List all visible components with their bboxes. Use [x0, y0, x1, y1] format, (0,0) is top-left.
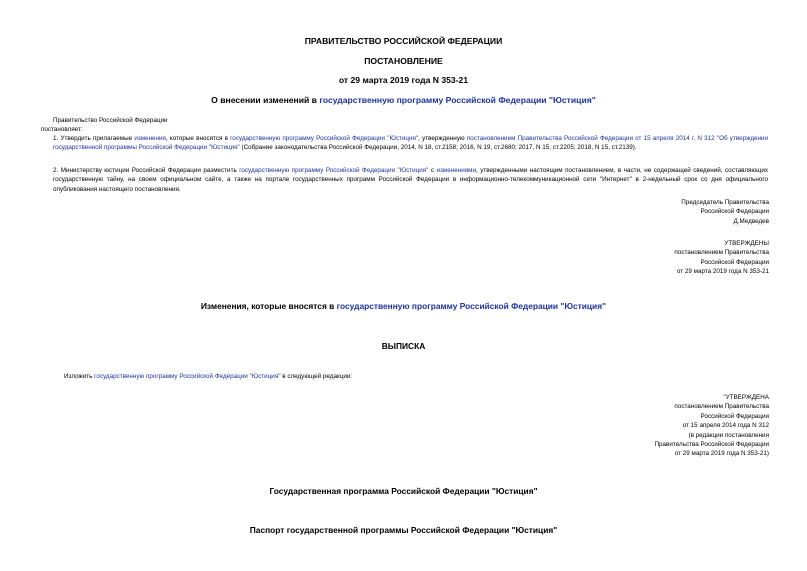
- document-title: [0, 95, 807, 105]
- item-1-text: 1. Утвердить прилагаемые: [53, 135, 135, 142]
- changes-heading-prefix: Изменения, которые вносятся в: [200, 301, 337, 311]
- extract-heading: ВЫПИСКА: [381, 341, 426, 351]
- approved-program-block: [655, 393, 769, 459]
- program-title: Государственная программа Российской Федерации "Юстиция": [269, 486, 538, 496]
- approved-program-line: Правительства Российской Федерации: [654, 441, 769, 449]
- program-link[interactable]: государственную программу Российской Федерации "Юстиция": [230, 135, 419, 142]
- approved-program-line: Российской Федерации: [700, 412, 769, 420]
- approved-line: постановлением Правительства: [674, 249, 769, 257]
- program-link[interactable]: государственную программу Российской Федерации "Юстиция": [239, 167, 429, 174]
- government-title: ПРАВИТЕЛЬСТВО РОССИЙСКОЙ ФЕДЕРАЦИИ: [304, 36, 503, 46]
- item-2-text: с: [428, 167, 437, 174]
- approved-program-line: от 29 марта 2019 года N 353-21): [674, 450, 769, 458]
- instruction-paragraph: [64, 372, 779, 381]
- changes-heading: [0, 301, 807, 311]
- intro-line-resolves: постановляет:: [41, 126, 83, 134]
- program-link[interactable]: государственную программу Российской Федерации "Юстиция": [94, 373, 281, 380]
- instruction-text: Изложить: [64, 373, 95, 380]
- passport-title: Паспорт государственной программы Российской Федерации "Юстиция": [249, 525, 558, 535]
- item-1-text: , которые вносятся в: [165, 135, 231, 142]
- signature-line: Д.Медведев: [733, 217, 769, 225]
- item-2-paragraph: [53, 166, 768, 194]
- approved-line: Российской Федерации: [700, 258, 769, 266]
- item-1-paragraph: [53, 134, 768, 153]
- approved-block: [674, 239, 769, 277]
- program-link[interactable]: государственную программу Российской Федерации "Юстиция": [336, 301, 607, 311]
- changes-link[interactable]: изменения: [134, 135, 166, 142]
- approved-program-line: от 15 апреля 2014 года N 312: [682, 422, 769, 430]
- approved-line: от 29 марта 2019 года N 353-21: [676, 268, 769, 276]
- changes-link[interactable]: изменениями: [436, 167, 476, 174]
- item-1-text: , утвержденную: [418, 135, 467, 142]
- intro-paragraph: [41, 116, 768, 135]
- instruction-text: в следующей редакции:: [280, 373, 353, 380]
- item-2-text: 2. Министерству юстиции Российской Федерации разместить: [53, 167, 240, 174]
- signature-block: [681, 198, 769, 226]
- intro-line-government: Правительство Российской Федерации: [53, 117, 168, 124]
- approved-program-line: "УТВЕРЖДЕНА: [723, 394, 769, 401]
- signature-line: Председатель Правительства: [681, 199, 769, 206]
- document-type: ПОСТАНОВЛЕНИЕ: [364, 56, 443, 66]
- signature-line: Российской Федерации: [700, 208, 769, 216]
- approved-program-line: (в редакции постановления: [688, 431, 769, 439]
- program-link[interactable]: государственную программу Российской Федерации "Юстиция": [319, 95, 596, 105]
- document-title-prefix: О внесении изменений в: [211, 95, 320, 105]
- document-date-number: от 29 марта 2019 года N 353-21: [338, 75, 469, 85]
- approved-program-line: постановлением Правительства: [674, 403, 769, 411]
- approved-line: УТВЕРЖДЕНЫ: [724, 240, 769, 247]
- item-1-text: (Собрание законодательства Российской Федерации, 2014, N 18, ст.2158; 2016, N 19, ст.2680; 2017, N 15, ст.2205; 2018, N 15, ст.2139).: [239, 144, 637, 152]
- decree-link[interactable]: постановлением Правительства Российской Федерации от 15 апреля 2014 г. N 312 "Об утверждении государственной программы Российской Федерации "Юстиция": [53, 135, 769, 152]
- item-2-text: , утвержденными настоящим постановлением, в части, не содержащей сведений, составляющих государственную тайну, на своем официальном сайте, а также на портале государственных программ Российской Федерации в информационно-телекоммуникационной сети "Интернет" в 2-недельный срок со дня официального опубликования настоящего постановления.: [53, 167, 769, 193]
